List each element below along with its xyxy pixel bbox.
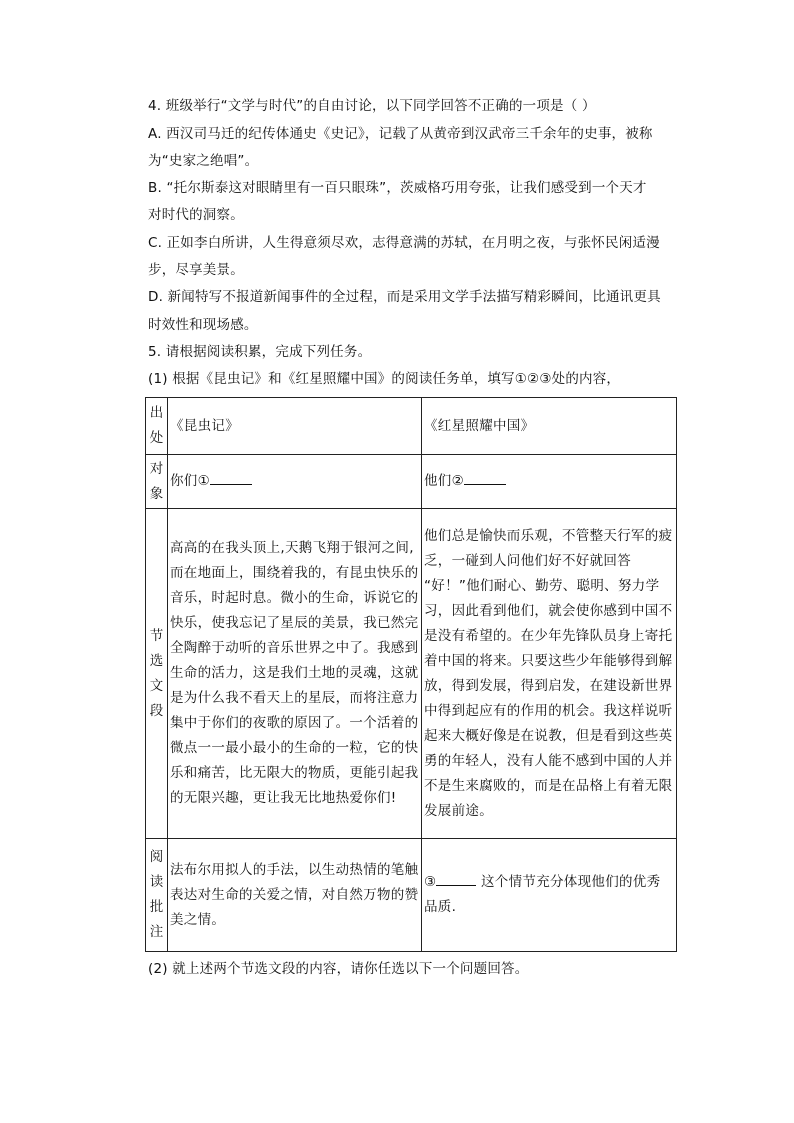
source-kunchongji: 《昆虫记》 — [168, 398, 422, 455]
question-5-sub-1: (1) 根据《昆虫记》和《红星照耀中国》的阅读任务单，填写①②③处的内容， — [148, 371, 621, 387]
option-b-line-1: B. “托尔斯泰这对眼睛里有一百只眼珠”，茨威格巧用夸张，让我们感受到一个天才 — [148, 180, 647, 196]
blank-2[interactable] — [464, 470, 506, 485]
row-head-annotation: 阅 读 批 注 — [146, 839, 168, 952]
option-d-line-1: D. 新闻特写不报道新闻事件的全过程，而是采用文学手法描写精彩瞬间，比通讯更具 — [148, 289, 661, 305]
row-head-excerpt: 节 选 文 段 — [146, 509, 168, 839]
row-head-object: 对 象 — [146, 455, 168, 509]
option-d-line-2: 时效性和现场感。 — [148, 317, 258, 333]
table-row-object — [146, 455, 677, 509]
option-a-line-1: A. 西汉司马迁的纪传体通史《史记》，记载了从黄帝到汉武帝三千余年的史事，被称 — [148, 126, 653, 142]
question-5-sub-2: (2) 就上述两个节选文段的内容，请你任选以下一个问题回答。 — [148, 961, 529, 977]
option-c-line-1: C. 正如李白所讲，人生得意须尽欢，志得意满的苏轼，在月明之夜，与张怀民闲适漫 — [148, 235, 660, 251]
table-row-annotation — [146, 839, 677, 952]
option-b-line-2: 对时代的洞察。 — [148, 207, 244, 223]
table-row-source — [146, 398, 677, 455]
reading-task-table — [145, 397, 677, 952]
annotation-kunchongji: 法布尔用拟人的手法，以生动热情的笔触 表达对生命的关爱之情，对自然万物的赞 美之情。 — [168, 839, 422, 952]
excerpt-kunchongji: 高高的在我头顶上,天鹅飞翔于银河之间, 而在地面上，围绕着我的，有昆虫快乐的 音乐，时起时息。微小的生命，诉说它的 快乐，使我忘记了星辰的美景，我已然完 全陶醉于动听的音乐世界之中了。我感到 生命的活力，这是我们土地的灵魂，这就 是为什么我不看天上的星辰，而将注意力 集中于你们的夜歌的原因了。一个活着的 微点一一最小最小的生命的一粒，它的快 乐和痛苦，比无限大的物质，更能引起我 的无限兴趣，更让我无比地热爱你们! — [168, 509, 422, 839]
source-hongxing: 《红星照耀中国》 — [422, 398, 677, 455]
blank-3[interactable] — [436, 871, 476, 886]
annotation-hongxing: ③ 这个情节充分体现他们的优秀 品质. — [422, 839, 677, 952]
row-head-source: 出 处 — [146, 398, 168, 455]
object-cell-1: 你们① — [168, 455, 422, 509]
question-5-stem: 5. 请根据阅读积累，完成下列任务。 — [148, 344, 372, 360]
question-4-stem: 4. 班级举行“文学与时代”的自由讨论，以下同学回答不正确的一项是（ ） — [148, 98, 596, 114]
table-row-excerpt — [146, 509, 677, 839]
excerpt-hongxing: 他们总是愉快而乐观，不管整天行军的疲 乏，一碰到人问他们好不好就回答 “好！”他们耐心、勤劳、聪明、努力学 习，因此看到他们，就会使你感到中国不 是没有希望的。在少年先锋队员身上寄托 着中国的将来。只要这些少年能够得到解 放，得到发展，得到启发，在建设新世界 中得到起应有的作用的机会。我这样说听 起来大概好像是在说教，但是看到这些英 勇的年轻人，没有人能不感到中国的人并 不是生来腐败的，而是在品格上有着无限 发展前途。 — [422, 509, 677, 839]
option-c-line-2: 步，尽享美景。 — [148, 262, 244, 278]
option-a-line-2: 为“史家之绝唱”。 — [148, 153, 259, 169]
blank-1[interactable] — [210, 470, 252, 485]
object-cell-2: 他们② — [422, 455, 677, 509]
